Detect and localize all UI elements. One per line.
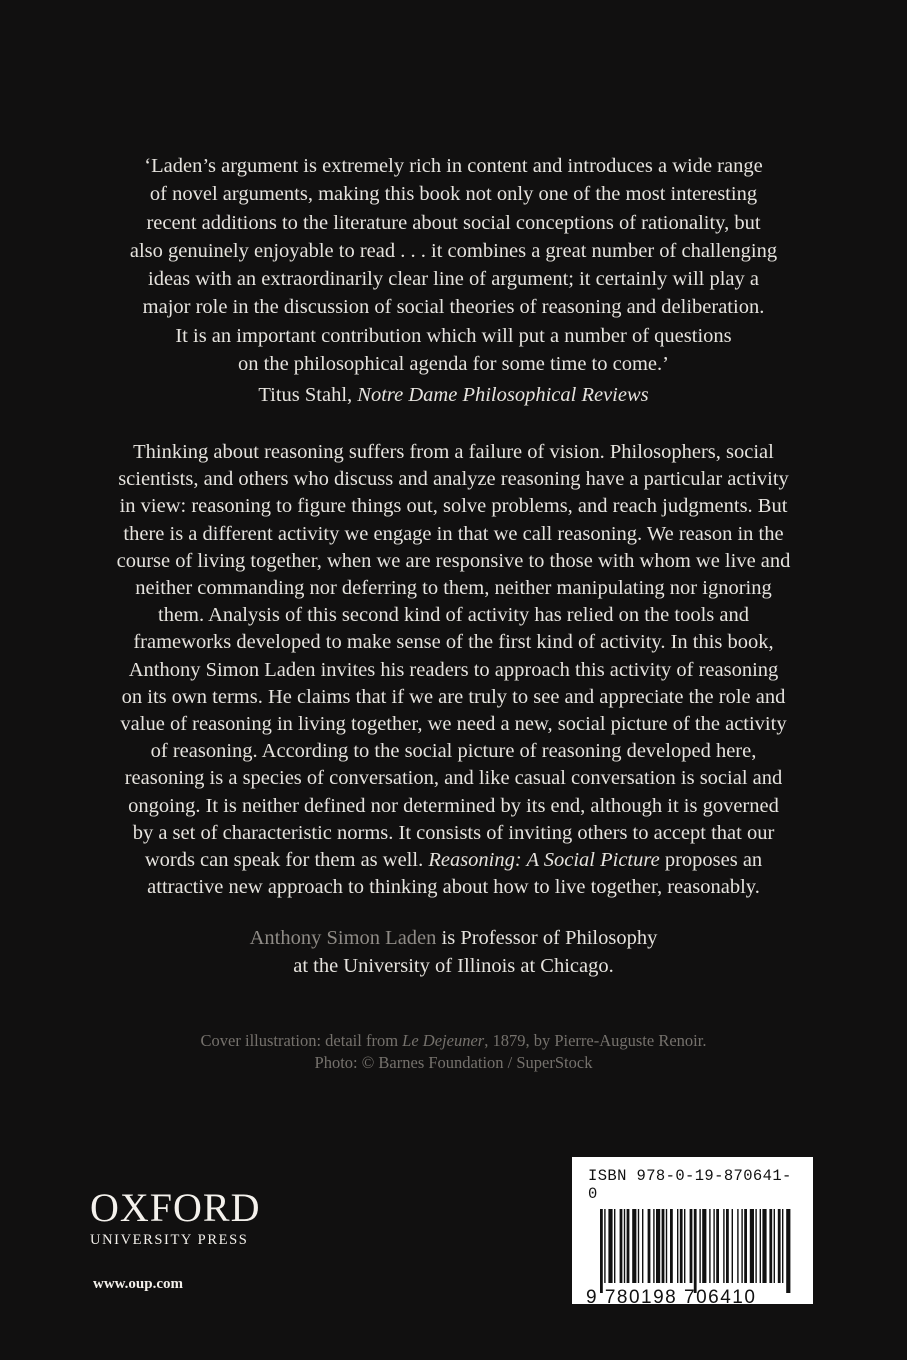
description-line	[104, 847, 803, 874]
description-line: value of reasoning in living together, we need a new, social picture of the activity	[120, 713, 787, 736]
bio-text: is Professor of Philosophy	[441, 927, 658, 949]
barcode-bar	[614, 1209, 615, 1283]
description-text: words can speak for them as well.	[144, 849, 424, 872]
barcode-bar	[662, 1209, 665, 1283]
description-line: course of living together, when we are responsive to those with whom we live and	[116, 549, 791, 572]
description-line: there is a different activity we engage in that we call reasoning. We reason in the	[123, 522, 784, 545]
barcode-bar	[762, 1209, 766, 1283]
description-line: on its own terms. He claims that if we are truly to see and appreciate the role and	[121, 685, 786, 708]
description-line: frameworks developed to make sense of the first kind of activity. In this book,	[133, 631, 774, 654]
description-line: ongoing. It is neither defined nor determined by its end, although it is governed	[128, 794, 779, 817]
barcode-bar	[690, 1209, 693, 1283]
barcode-bar	[769, 1209, 772, 1283]
reviewer-name: Titus Stahl,	[258, 384, 353, 406]
barcode-bar	[648, 1209, 651, 1283]
photo-credit: Photo: © Barnes Foundation / SuperStock	[314, 1053, 593, 1072]
barcode-bar	[666, 1209, 667, 1283]
barcode-bar	[774, 1209, 775, 1283]
barcode-bar	[723, 1209, 724, 1283]
description-line: them. Analysis of this second kind of activity has relied on the tools and	[158, 604, 749, 627]
bio-line	[90, 924, 817, 952]
barcode-bar	[627, 1209, 630, 1283]
barcode-bar	[608, 1209, 612, 1283]
quote-line: also genuinely enjoyable to read . . . it combines a great number of challenging	[129, 239, 778, 262]
credit-text: , 1879, by Pierre-Auguste Renoir.	[484, 1031, 707, 1050]
barcode-bar	[699, 1209, 700, 1283]
barcode-bar	[638, 1209, 639, 1283]
quote-line: major role in the discussion of social theories of reasoning and deliberation.	[142, 296, 765, 319]
quote-line: of novel arguments, making this book not only one of the most interesting	[149, 183, 758, 206]
barcode-bar	[782, 1209, 783, 1283]
barcode-bar	[744, 1209, 747, 1283]
description-line: by a set of characteristic norms. It consists of inviting others to accept that our	[132, 821, 775, 844]
description-line: scientists, and others who discuss and analyze reasoning have a particular activity	[118, 468, 789, 491]
barcode-bar	[760, 1209, 761, 1283]
description-line: of reasoning. According to the social picture of reasoning developed here,	[150, 740, 757, 763]
book-title: Reasoning: A Social Picture	[428, 849, 660, 872]
barcode-bar	[732, 1209, 733, 1283]
bio-line: at the University of Illinois at Chicago.	[293, 955, 614, 977]
barcode-bar	[624, 1209, 625, 1283]
barcode-bar	[726, 1209, 729, 1283]
barcode-bar	[684, 1209, 685, 1283]
author-name: Anthony Simon Laden	[249, 927, 437, 949]
publisher-name: OXFORD	[90, 1185, 261, 1230]
barcode-bar	[741, 1209, 742, 1283]
barcode-bar	[632, 1209, 636, 1283]
review-source: Notre Dame Philosophical Reviews	[357, 384, 649, 406]
description-line: Thinking about reasoning suffers from a failure of vision. Philosophers, social	[133, 441, 774, 463]
isbn-label: ISBN 978-0-19-870641-0	[588, 1167, 792, 1203]
description-line: attractive new approach to thinking about how to live together, reasonably.	[147, 876, 760, 899]
barcode-bar	[716, 1209, 719, 1283]
barcode-bar	[786, 1209, 790, 1293]
publisher-logo	[90, 1185, 302, 1248]
barcode-bar	[642, 1209, 643, 1283]
publisher-subname: UNIVERSITY PRESS	[90, 1232, 249, 1248]
quote-line: It is an important contribution which will put a number of questions	[175, 324, 732, 347]
description-line: reasoning is a species of conversation, and like casual conversation is social and	[124, 767, 783, 790]
barcode-bar	[677, 1209, 678, 1283]
barcode-bars	[586, 1209, 799, 1293]
barcode-digits: 9 780198 706410	[586, 1287, 757, 1308]
barcode-bar	[656, 1209, 660, 1283]
artwork-title: Le Dejeuner	[402, 1031, 485, 1050]
author-bio	[90, 924, 817, 980]
barcode-bar	[653, 1209, 654, 1283]
book-description	[104, 439, 803, 901]
barcode-bar	[600, 1209, 603, 1293]
barcode-bar	[694, 1209, 697, 1293]
quote-line: on the philosophical agenda for some time to come.’	[238, 353, 669, 376]
quote-line: ‘Laden’s argument is extremely rich in content and introduces a wide range	[144, 155, 763, 177]
publisher-url: www.oup.com	[93, 1276, 184, 1292]
barcode-bar	[709, 1209, 710, 1283]
barcode-bar	[620, 1209, 623, 1283]
quote-line: recent additions to the literature about social conceptions of rationality, but	[146, 211, 761, 234]
cover-credit	[90, 1030, 817, 1074]
review-attribution	[90, 381, 817, 409]
barcode-bar	[750, 1209, 754, 1283]
review-quote	[90, 152, 817, 378]
description-line: neither commanding nor deferring to them, neither manipulating nor ignoring	[135, 577, 772, 600]
barcode-bar	[670, 1209, 673, 1283]
barcode-bar	[713, 1209, 714, 1283]
credit-line	[90, 1030, 817, 1052]
barcode-bar	[778, 1209, 781, 1283]
description-text: proposes an	[664, 849, 763, 872]
barcode-bar	[604, 1209, 605, 1283]
barcode-bar	[702, 1209, 706, 1283]
description-line: in view: reasoning to figure things out, solve problems, and reach judgments. But	[119, 495, 788, 518]
description-line: Anthony Simon Laden invites his readers to approach this activity of reasoning	[128, 658, 779, 681]
isbn-barcode	[572, 1157, 813, 1308]
barcode-bar	[755, 1209, 756, 1283]
quote-line: ideas with an extraordinarily clear line of argument; it certainly will play a	[148, 268, 759, 291]
barcode-bar	[737, 1209, 738, 1283]
credit-text: Cover illustration: detail from	[200, 1031, 399, 1050]
barcode-bar	[680, 1209, 683, 1283]
